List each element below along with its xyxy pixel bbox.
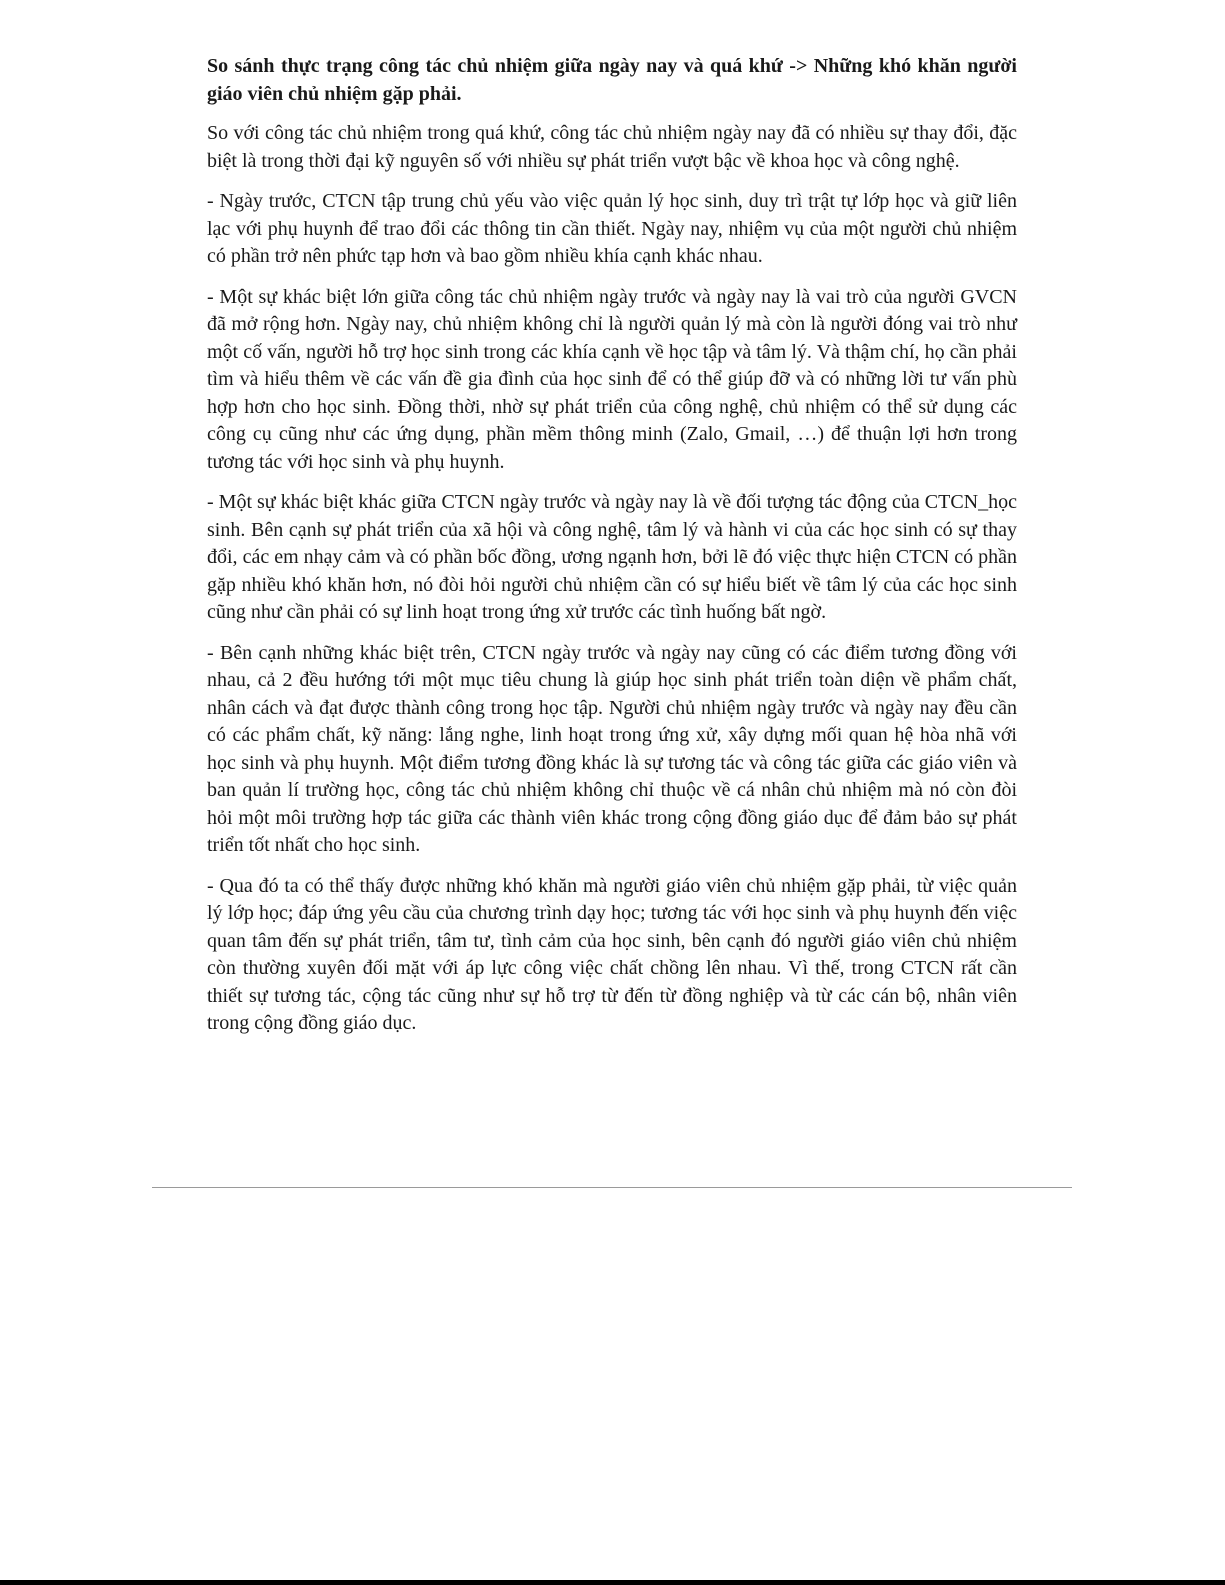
section-heading: So sánh thực trạng công tác chủ nhiệm giữa ngày nay và quá khứ -> Những khó khăn người giáo viên chủ nhiệm gặp phải.: [207, 55, 1017, 105]
bottom-edge-bar: [0, 1580, 1225, 1585]
paragraph-similarities: - Bên cạnh những khác biệt trên, CTCN ngày trước và ngày nay cũng có các điểm tương đồng với nhau, cả 2 đều hướng tới một mục tiêu chung là giúp học sinh phát triển toàn diện về phẩm chất, nhân cách và đạt được thành công trong học tập. Người chủ nhiệm ngày trước và ngày nay đều cần có các phẩm chất, kỹ năng: lắng nghe, linh hoạt trong ứng xử, xây dựng mối quan hệ hòa nhã với học sinh và phụ huynh. Một điểm tương đồng khác là sự tương tác và công tác giữa các giáo viên và ban quản lí trường học, công tác chủ nhiệm không chỉ thuộc về cá nhân chủ nhiệm mà nó còn đòi hỏi một môi trường hợp tác giữa các thành viên khác trong cộng đồng giáo dục để đảm bảo sự phát triển tốt nhất cho học sinh.: [207, 641, 1017, 856]
paragraph-student-changes: - Một sự khác biệt khác giữa CTCN ngày trước và ngày nay là về đối tượng tác động của CTCN_học sinh. Bên cạnh sự phát triển của xã hội và công nghệ, tâm lý và hành vi của các học sinh có sự thay đổi, các em nhạy cảm và có phần bốc đồng, ương ngạnh hơn, bởi lẽ đó việc thực hiện CTCN có phần gặp nhiều khó khăn hơn, nó đòi hỏi người chủ nhiệm cần có sự hiểu biết về tâm lý của các học sinh cũng như cần phải có sự linh hoạt trong ứng xử trước các tình huống bất ngờ.: [207, 491, 1017, 623]
paragraph-difficulties: - Qua đó ta có thể thấy được những khó khăn mà người giáo viên chủ nhiệm gặp phải, từ việc quản lý lớp học; đáp ứng yêu cầu của chương trình dạy học; tương tác với học sinh và phụ huynh đến việc quan tâm đến sự phát triển, tâm tư, tình cảm của học sinh, bên cạnh đó người giáo viên chủ nhiệm còn thường xuyên đối mặt với áp lực công việc chất chồng lên nhau. Vì thế, trong CTCN rất cần thiết sự tương tác, cộng tác cũng như sự hỗ trợ từ đến từ đồng nghiệp và từ các cán bộ, nhân viên trong cộng đồng giáo dục.: [207, 874, 1017, 1034]
document-body: [207, 52, 1017, 1051]
paragraph-teacher-role: - Một sự khác biệt lớn giữa công tác chủ nhiệm ngày trước và ngày nay là vai trò của người GVCN đã mở rộng hơn. Ngày nay, chủ nhiệm không chỉ là người quản lý mà còn là người đóng vai trò như một cố vấn, người hỗ trợ học sinh trong các khía cạnh về học tập và tâm lý. Và thậm chí, họ cần phải tìm và hiểu thêm về các vấn đề gia đình của học sinh để có thể giúp đỡ và có những lời tư vấn phù hợp hơn cho học sinh. Đồng thời, nhờ sự phát triển của công nghệ, chủ nhiệm có thể sử dụng các công cụ cũng như các ứng dụng, phần mềm thông minh (Zalo, Gmail, …) để thuận lợi hơn trong tương tác với học sinh và phụ huynh.: [207, 285, 1017, 473]
paragraph-intro: So với công tác chủ nhiệm trong quá khứ, công tác chủ nhiệm ngày nay đã có nhiều sự thay đổi, đặc biệt là trong thời đại kỹ nguyên số với nhiều sự phát triển vượt bậc về khoa học và công nghệ.: [207, 122, 1017, 172]
paragraph-past-vs-present: - Ngày trước, CTCN tập trung chủ yếu vào việc quản lý học sinh, duy trì trật tự lớp học và giữ liên lạc với phụ huynh để trao đổi các thông tin cần thiết. Ngày nay, nhiệm vụ của một người chủ nhiệm có phần trở nên phức tạp hơn và bao gồm nhiều khía cạnh khác nhau.: [207, 190, 1017, 267]
page-divider: [152, 1187, 1072, 1188]
